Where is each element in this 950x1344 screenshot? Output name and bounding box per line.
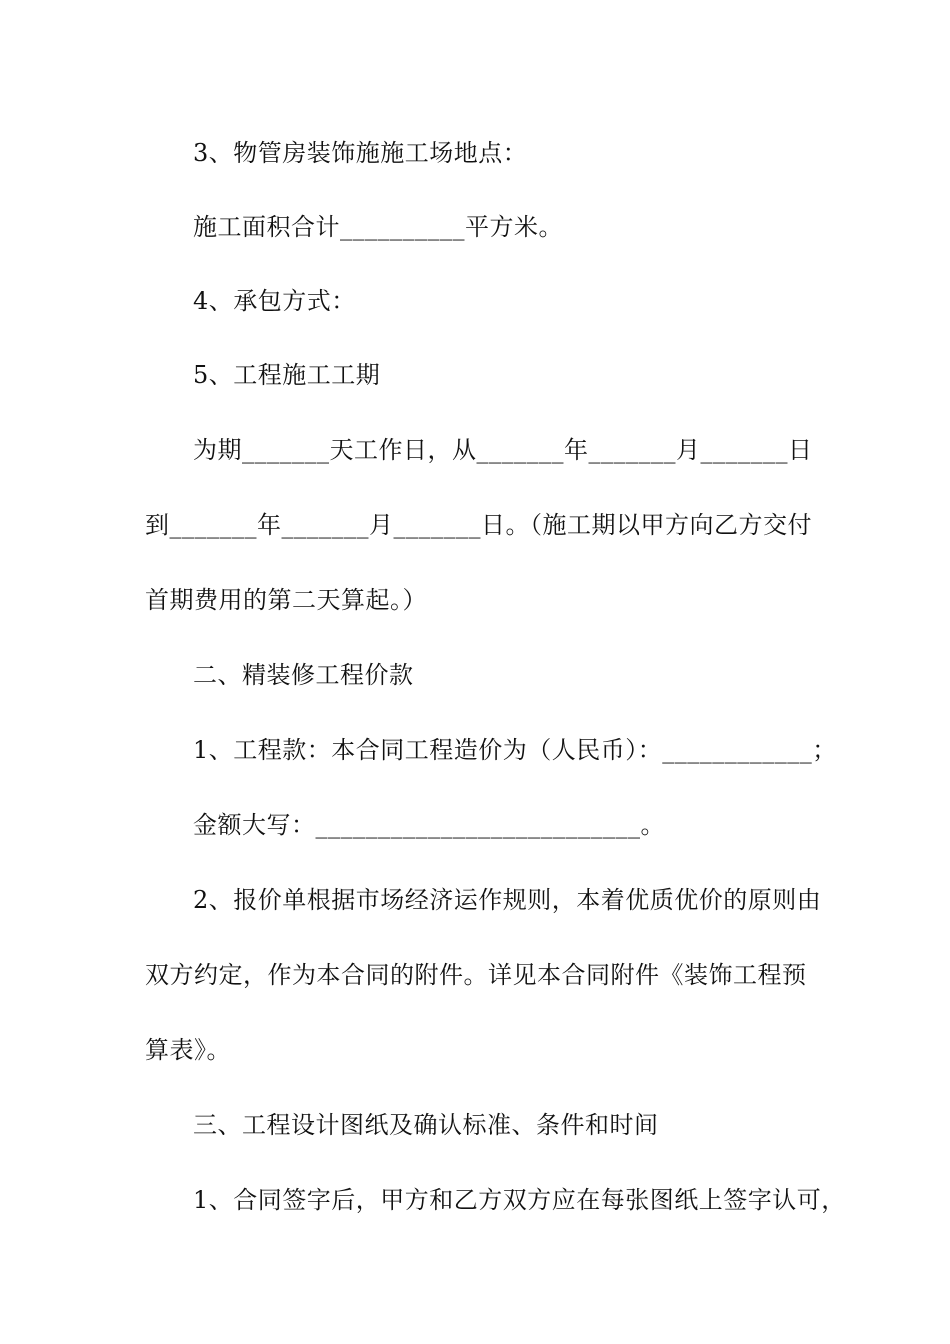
clause-quotation-line-1: 2、报价单根据市场经济运作规则，本着优质优价的原则由 <box>193 886 822 914</box>
period-start-note-line: 首期费用的第二天算起。） <box>145 586 427 614</box>
period-working-days-line: 为期_______天工作日，从_______年_______月_______日 <box>193 436 813 464</box>
clause-3-site-location: 3、物管房装饰施施工场地点： <box>193 139 528 167</box>
section-2-heading: 二、精装修工程价款 <box>193 661 414 689</box>
clause-drawing-signature: 1、合同签字后，甲方和乙方双方应在每张图纸上签字认可， <box>193 1186 846 1214</box>
section-3-heading: 三、工程设计图纸及确认标准、条件和时间 <box>193 1111 659 1139</box>
construction-area-total: 施工面积合计__________平方米。 <box>193 213 563 241</box>
amount-in-words: 金额大写：__________________________。 <box>193 811 665 839</box>
clause-quotation-line-3: 算表》。 <box>145 1036 231 1064</box>
clause-4-contracting-method: 4、承包方式： <box>193 287 356 315</box>
period-end-date-line: 到_______年_______月_______日。（施工期以甲方向乙方交付 <box>145 511 812 539</box>
clause-quotation-line-2: 双方约定，作为本合同的附件。详见本合同附件《装饰工程预 <box>145 961 807 989</box>
clause-5-construction-period: 5、工程施工工期 <box>193 361 381 389</box>
clause-price-rmb: 1、工程款：本合同工程造价为（人民币）：____________； <box>193 736 837 764</box>
